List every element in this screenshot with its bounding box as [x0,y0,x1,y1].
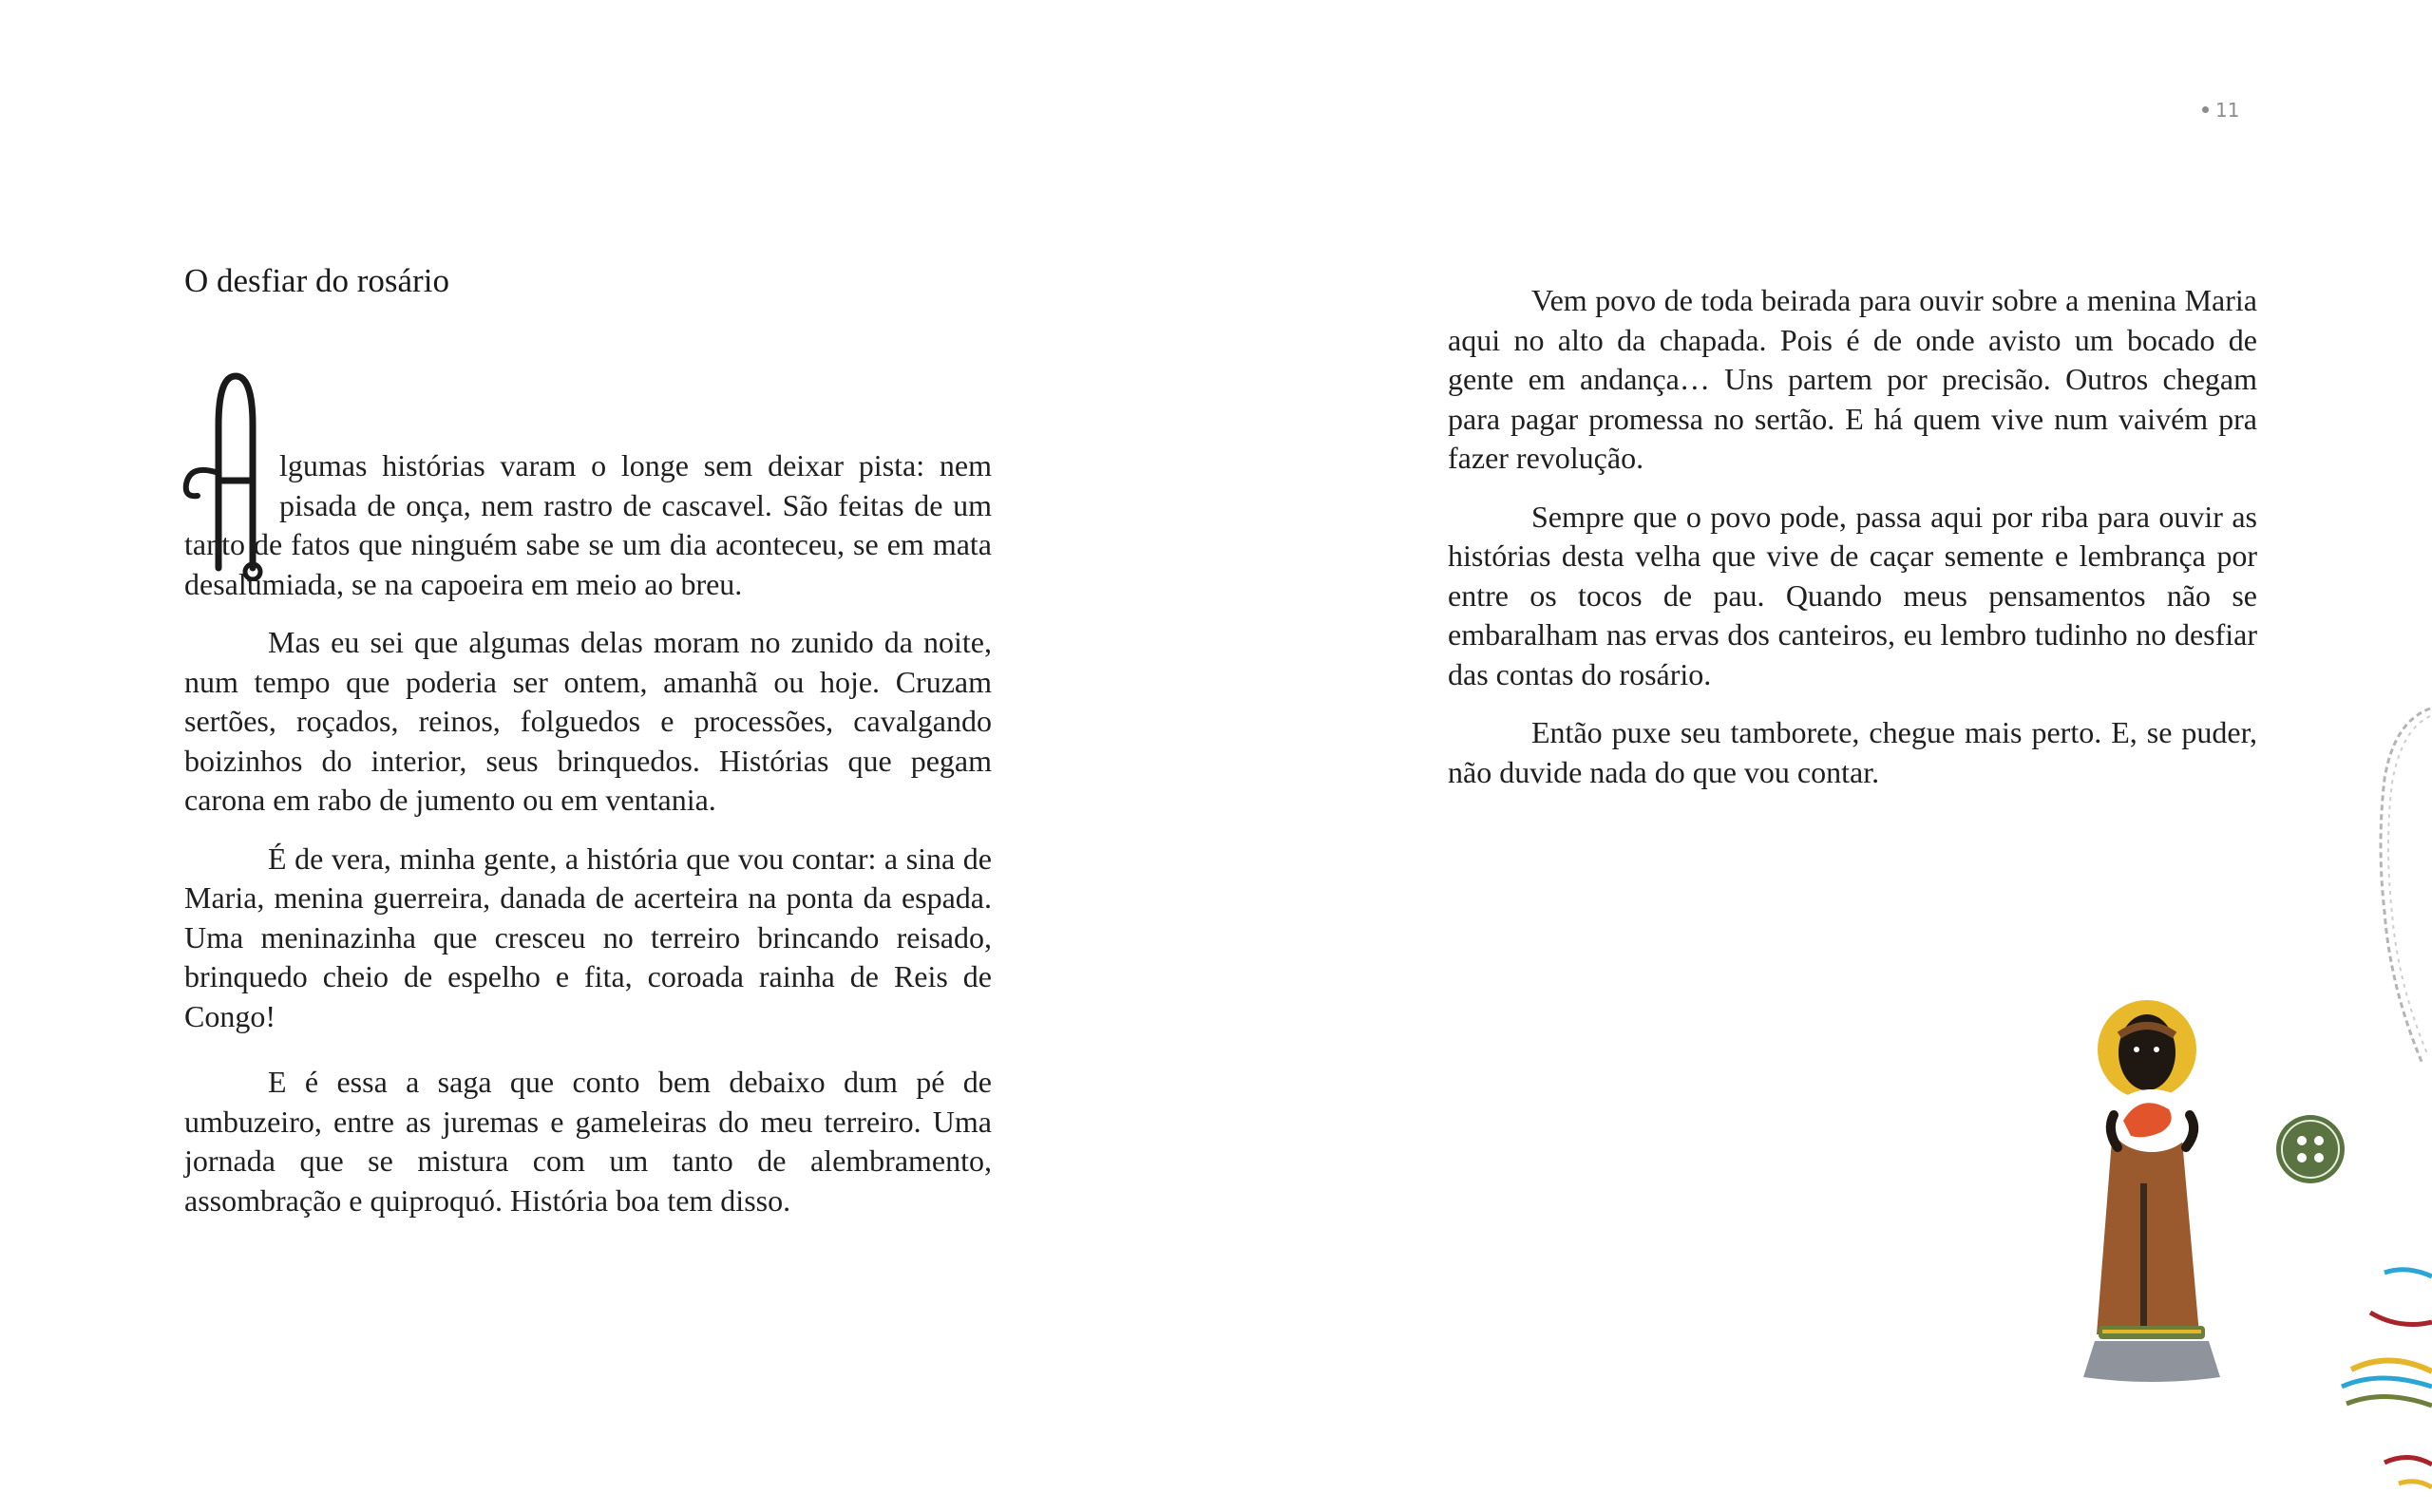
paragraph-6: Sempre que o povo pode, passa aqui por riba para ouvir as histórias desta velha que vive de caçar semente e lembrança por entre os tocos de pau. Quando meus pensamentos não se embaralham nas ervas dos canteiros, eu lembro tudinho no desfiar das contas do rosário. [1448,499,2257,691]
chapter-title: O desfiar do rosário [184,262,449,299]
colored-thread-lines-icon [2294,1263,2432,1512]
page-number-bullet-icon [2202,106,2209,113]
sewing-button-icon [2272,1111,2348,1187]
right-column [1448,281,2257,811]
page-number [2202,99,2239,122]
paragraph-5: Vem povo de toda beirada para ouvir sobre a menina Maria aqui no alto da chapada. Pois é de onde avisto um bocado de gente em andança… Uns partem por precisão. Outros chegam para pagar promessa no sertão. E há quem vive num vaivém pra fazer revolução. [1448,283,2257,475]
paragraph-2: Mas eu sei que algumas delas moram no zunido da noite, num tempo que poderia ser ontem, amanhã ou hoje. Cruzam sertões, roçados, reinos, folguedos e processões, cavalgando boizinhos do interior, seus brinquedos. Histórias que pegam carona em rabo de jumento ou em ventania. [184,625,992,817]
paragraph-7: Então puxe seu tamborete, chegue mais perto. E, se puder, não duvide nada do que vou contar. [1448,715,2257,789]
page-number-value: 11 [2215,99,2240,122]
left-column [184,446,992,1239]
paragraph-1-text: lgumas histórias varam o longe sem deixar pista: nem pisada de onça, nem rastro de cascavel. São feitas de um tanto de fatos que ninguém sabe se um dia aconteceu, se em mata desalumiada, se na capoeira em meio ao breu. [184,448,992,601]
paragraph-1 [184,446,992,604]
rosary-chain-icon [2356,703,2432,1083]
saint-with-child-icon [2057,997,2247,1396]
paragraph-4: E é essa a saga que conto bem debaixo dum pé de umbuzeiro, entre as juremas e gameleiras do meu terreiro. Uma jornada que se mistura com um tanto de alembramento, assombração e quiproquó. História boa tem disso. [184,1065,992,1218]
paragraph-3: É de vera, minha gente, a história que vou contar: a sina de Maria, menina guerreira, danada de acerteira na ponta da espada. Uma meninazinha que cresceu no terreiro brincando reisado, brinquedo cheio de espelho e fita, coroada rainha de Reis de Congo! [184,841,992,1033]
dropcap-a [180,369,279,503]
